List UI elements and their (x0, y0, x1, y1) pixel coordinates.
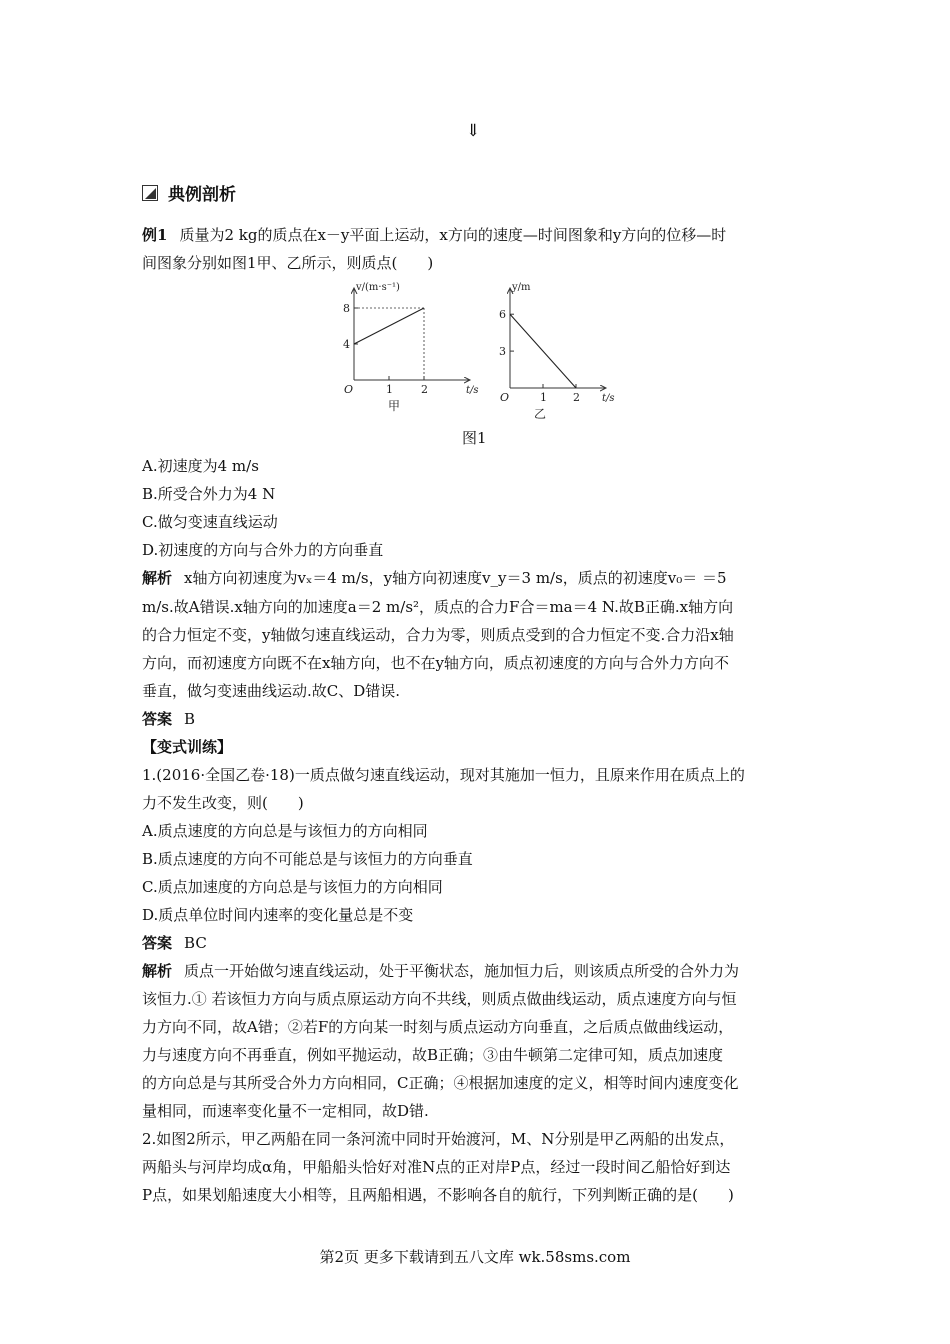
chart-jia (343, 282, 479, 413)
example-text-2: 间图象分别如图1甲、乙所示，则质点( ) (142, 254, 434, 272)
option-b: B.所受合外力为4 N (142, 485, 276, 503)
analysis1-text-3: 的合力恒定不变，y轴做匀速直线运动，合力为零，则质点受到的合力恒定不变.合力沿x轴 (142, 626, 734, 644)
analysis1-text-1: x轴方向初速度为vₓ＝4 m/s，y轴方向初速度v_y＝3 m/s，质点的初速度v₀＝ ＝5 (184, 569, 727, 587)
q1-text-2: 力不发生改变，则( ) (142, 794, 304, 812)
analysis1-text-4: 方向，而初速度方向既不在x轴方向，也不在y轴方向，质点初速度的方向与合外力方向不 (142, 654, 729, 672)
answer2-value: BC (184, 934, 207, 952)
yi-x-label: t/s (602, 393, 615, 404)
example-line-1 (142, 225, 726, 245)
down-double-arrow: ⇓ (466, 121, 481, 141)
yi-y-tick-label-6: 6 (499, 308, 506, 322)
square-arrow-icon (142, 185, 158, 201)
jia-origin-label: O (344, 383, 354, 396)
answer2 (142, 933, 207, 953)
example-label: 例1 (142, 226, 168, 244)
page-footer: 第2页 更多下载请到五八文库 wk.58sms.com (319, 1248, 631, 1266)
answer1-value: B (184, 710, 196, 728)
jia-y-label: v/(m·s⁻¹) (356, 282, 400, 293)
jia-y-tick-label-4: 4 (343, 338, 350, 351)
jia-x-label: t/s (466, 385, 479, 396)
jia-title: 甲 (388, 399, 401, 413)
example-text-1: 质量为2 kg的质点在x－y平面上运动，x方向的速度—时间图象和y方向的位移—时 (179, 226, 727, 244)
analysis2-text-4: 力与速度方向不再垂直，例如平抛运动，故B正确；③由牛顿第二定律可知，质点加速度 (142, 1046, 724, 1064)
q1-option-d: D.质点单位时间内速率的变化量总是不变 (142, 906, 414, 924)
analysis2-line-1 (142, 961, 739, 981)
analysis2-text-5: 的方向总是与其所受合外力方向相同，C正确；④根据加速度的定义，相等时间内速度变化 (142, 1074, 739, 1092)
q1-option-b: B.质点速度的方向不可能总是与该恒力的方向垂直 (142, 850, 473, 868)
analysis2-text-3: 力方向不同，故A错；②若F的方向某一时刻与质点运动方向垂直，之后质点做曲线运动， (142, 1018, 734, 1036)
q2-text-3: P点，如果划船速度大小相等，且两船相遇，不影响各自的航行，下列判断正确的是( ) (142, 1186, 734, 1204)
q1-option-a: A.质点速度的方向总是与该恒力的方向相同 (142, 822, 428, 840)
jia-x-tick-label-1: 1 (386, 383, 393, 396)
yi-x-tick-label-1: 1 (540, 391, 547, 404)
yi-x-tick-label-2: 2 (573, 391, 580, 404)
jia-series-line (354, 308, 424, 344)
analysis2-text-1: 质点一开始做匀速直线运动，处于平衡状态，施加恒力后，则该质点所受的合外力为 (184, 962, 740, 980)
answer1 (142, 709, 195, 729)
yi-y-tick-label-3: 3 (499, 345, 506, 359)
option-a: A.初速度为4 m/s (142, 457, 259, 475)
yi-title: 乙 (534, 407, 547, 421)
figure-caption: 图1 (462, 429, 487, 447)
variant-title: 【变式训练】 (142, 738, 233, 756)
option-d: D.初速度的方向与合外力的方向垂直 (142, 541, 384, 559)
q2-text-2: 两船头与河岸均成α角，甲船船头恰好对准N点的正对岸P点，经过一段时间乙船恰好到达 (142, 1158, 731, 1176)
analysis2-text-2: 该恒力.① 若该恒力方向与质点原运动方向不共线，则质点做曲线运动，质点速度方向与恒 (142, 990, 737, 1008)
analysis1-text-2: m/s.故A错误.x轴方向的加速度a＝2 m/s²，质点的合力F合＝ma＝4 N.故B正确.x轴方向 (142, 598, 734, 616)
section-heading (142, 180, 236, 205)
yi-y-label: y/m (512, 282, 531, 293)
answer2-label: 答案 (142, 934, 173, 952)
yi-origin-label: O (500, 391, 510, 404)
chart-yi (499, 282, 615, 421)
figure-1-graphs (330, 278, 620, 426)
q1-option-c: C.质点加速度的方向总是与该恒力的方向相同 (142, 878, 443, 896)
analysis2-label: 解析 (142, 962, 173, 980)
q1-text-1: 1.(2016·全国乙卷·18)一质点做匀速直线运动，现对其施加一恒力，且原来作用在质点上的 (142, 766, 745, 784)
section-title: 典例剖析 (168, 185, 236, 205)
answer1-label: 答案 (142, 710, 173, 728)
analysis1-line-1 (142, 568, 727, 588)
figure-1 (330, 278, 620, 430)
analysis1-label: 解析 (142, 569, 173, 587)
analysis1-text-5: 垂直，做匀变速曲线运动.故C、D错误. (142, 682, 401, 700)
q2-text-1: 2.如图2所示，甲乙两船在同一条河流中同时开始渡河，M、N分别是甲乙两船的出发点， (142, 1130, 735, 1148)
analysis2-text-6: 量相同，而速率变化量不一定相同，故D错. (142, 1102, 429, 1120)
jia-y-tick-label-8: 8 (343, 302, 350, 315)
option-c: C.做匀变速直线运动 (142, 513, 278, 531)
jia-x-tick-label-2: 2 (421, 383, 428, 396)
yi-series-line (510, 314, 576, 388)
